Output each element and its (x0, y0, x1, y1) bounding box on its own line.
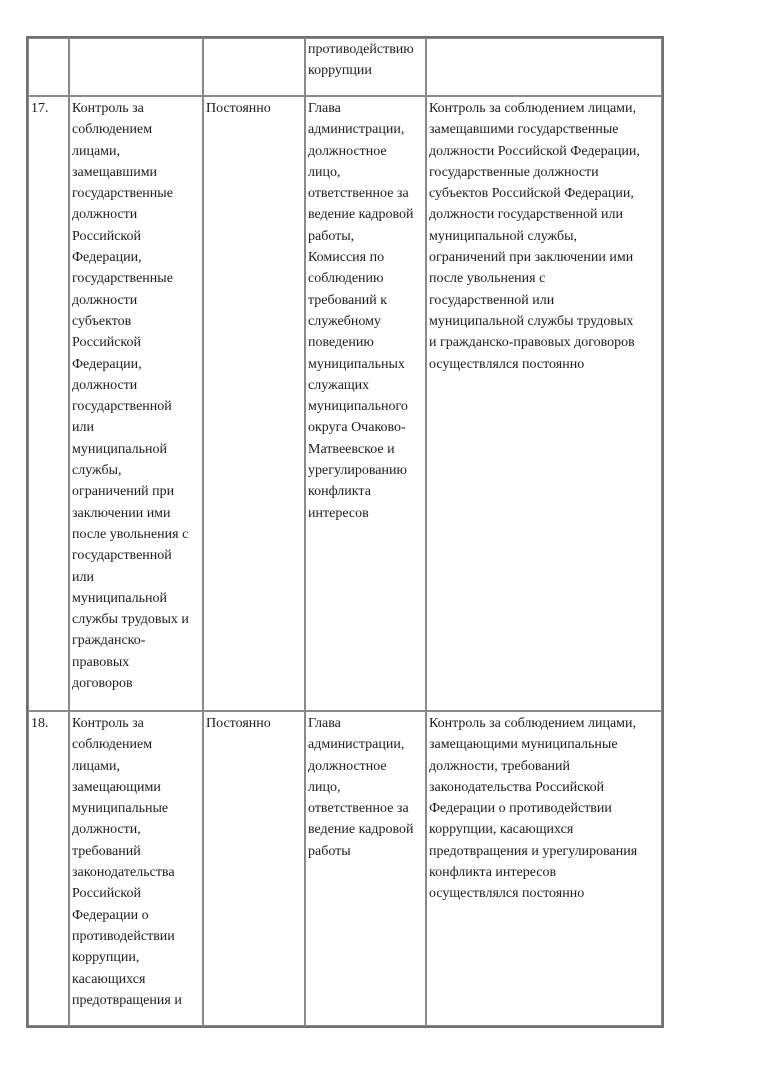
executor-text: Глава администрации, должностное лицо, ответственное за ведение кадровой работы (308, 716, 414, 859)
cell-result (426, 38, 662, 96)
row-number: 18. (31, 716, 49, 731)
cell-number (28, 38, 69, 96)
table-row (28, 96, 662, 711)
period-text: Постоянно (206, 716, 271, 731)
cell-period (203, 96, 305, 711)
measure-text: Контроль за соблюдением лицами, замещавшими государственные должности Российской Федерации, государственные должности субъектов Российской Федерации, должности государственной или муниципальной службы, ограничений при заключении ими после увольнения с государственной или муниципальной службы трудовых и гражданско- правовых договоров (72, 101, 189, 692)
cell-number (28, 96, 69, 711)
cell-executor (305, 96, 426, 711)
cell-measure (69, 711, 203, 1026)
measure-text: Контроль за соблюдением лицами, замещающими муниципальные должности, требований законодательства Российской Федерации о противодействии коррупции, касающихся предотвращения и (72, 716, 182, 1008)
executor-text: Глава администрации, должностное лицо, ответственное за ведение кадровой работы, Комиссия по соблюдению требований к служебному поведению муниципальных служащих муниципального округа Очаково- Матвеевское и урегулированию конфликта интересов (308, 101, 414, 521)
table-row (28, 711, 662, 1026)
cell-executor (305, 38, 426, 96)
cell-number (28, 711, 69, 1026)
cell-measure (69, 96, 203, 711)
result-text: Контроль за соблюдением лицами, замещавшими государственные должности Российской Федерации, государственные должности субъектов Российской Федерации, должности государственной или муниципальной службы, ограничений при заключении ими после увольнения с государственной или муниципальной службы трудовых и гражданско-правовых договоров осуществлялся постоянно (429, 101, 640, 372)
table-row-continuation (28, 38, 662, 96)
result-text: Контроль за соблюдением лицами, замещающими муниципальные должности, требований законодательства Российской Федерации о противодействии коррупции, касающихся предотвращения и урегулирования конфликта интересов осуществлялся постоянно (429, 716, 638, 902)
measure-clip (72, 713, 201, 1011)
measures-table (26, 36, 664, 1028)
cell-result (426, 96, 662, 711)
cell-period (203, 38, 305, 96)
executor-text: противодействию коррупции (308, 42, 414, 79)
cell-measure (69, 38, 203, 96)
document-page (26, 36, 664, 1028)
cell-executor (305, 711, 426, 1026)
period-text: Постоянно (206, 101, 271, 116)
row-number: 17. (31, 101, 49, 116)
cell-period (203, 711, 305, 1026)
cell-result (426, 711, 662, 1026)
